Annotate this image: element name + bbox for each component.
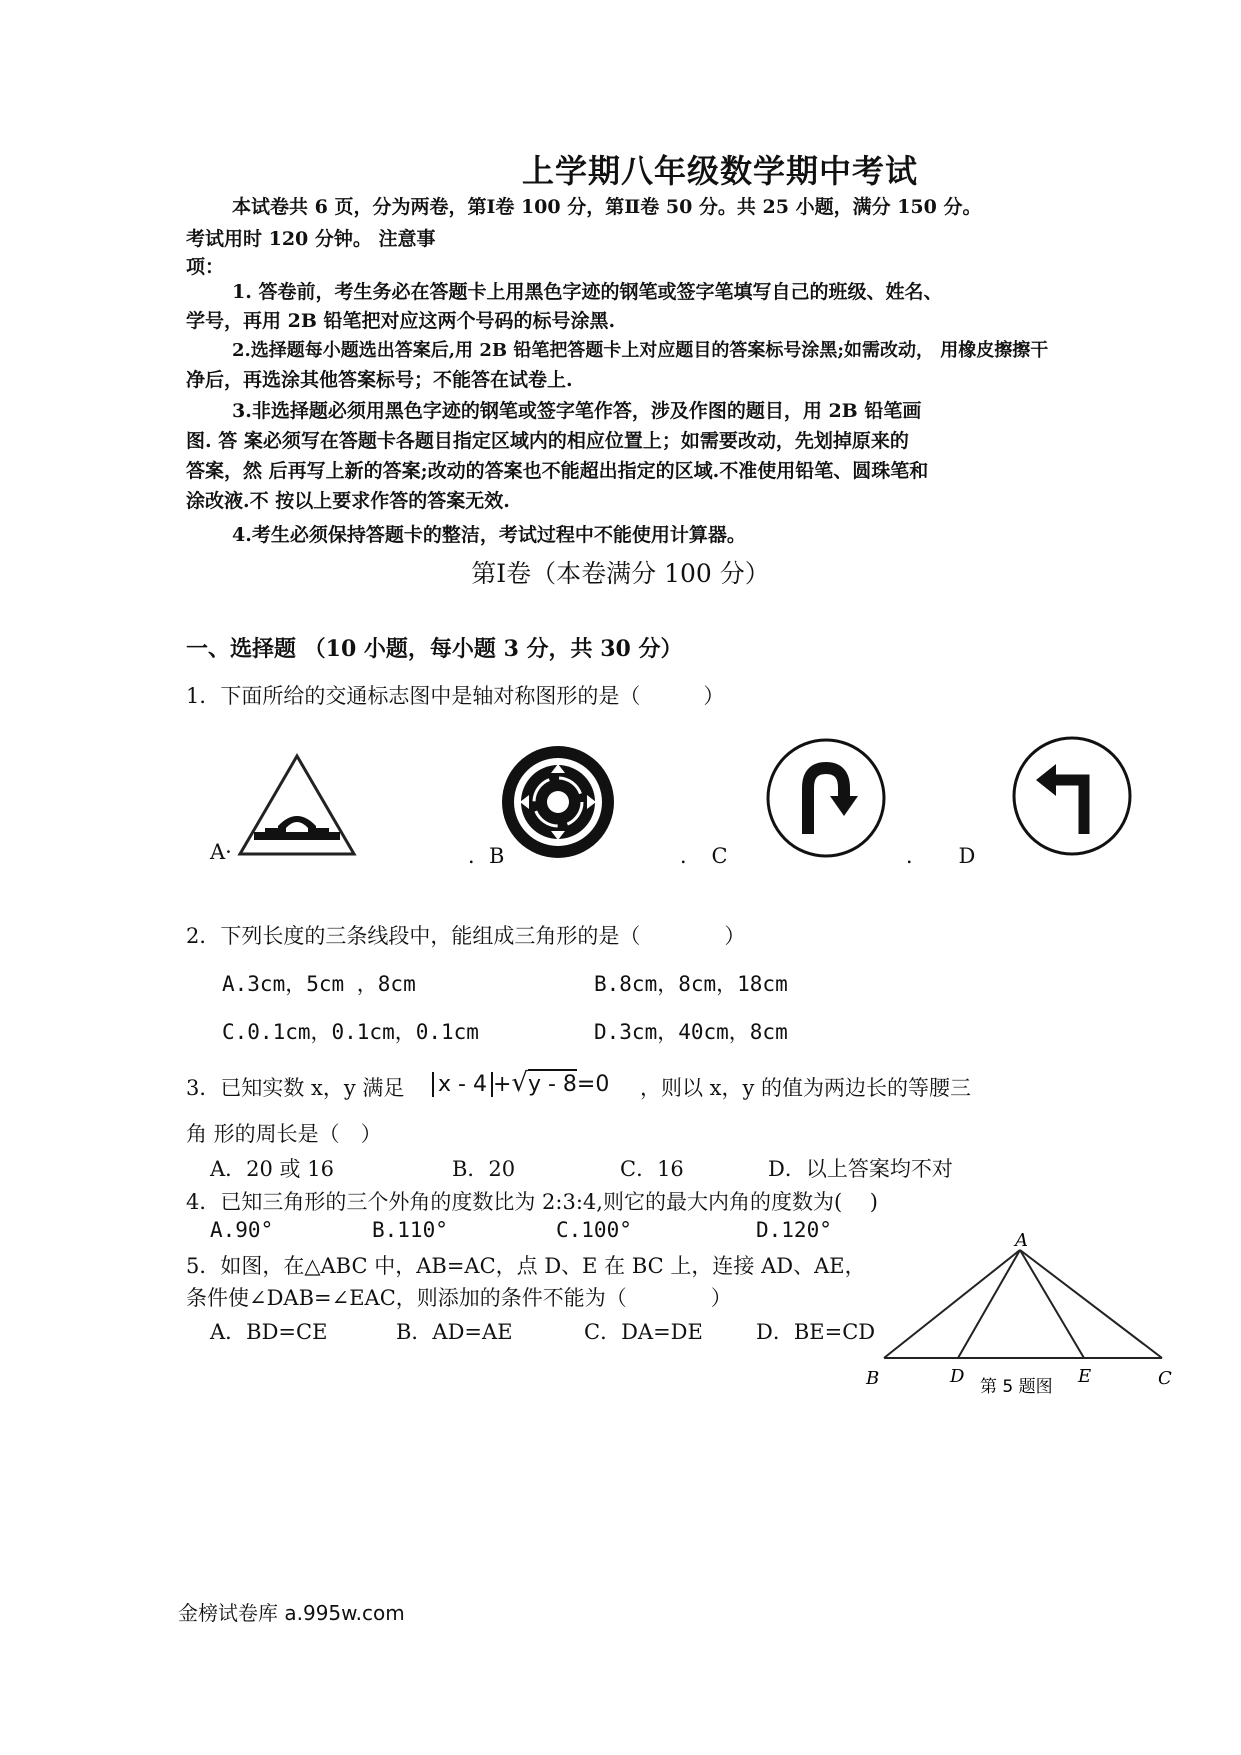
question-3-formula: [432, 1068, 609, 1098]
notice-line: 1. 答卷前，考生务必在答题卡上用黑色字迹的钢笔或签字笔填写自己的班级、姓名、: [232, 281, 943, 303]
question-3-stem-line2: 角 形的周长是（ ）: [186, 1122, 382, 1146]
footer-watermark: 金榜试卷库 a.995w.com: [178, 1601, 405, 1625]
question-5-option-c: C．DA=DE: [584, 1320, 703, 1344]
question-3-option-b: B．20: [452, 1157, 516, 1181]
notice-line: 4.考生必须保持答题卡的整洁，考试过程中不能使用计算器。: [232, 524, 746, 546]
left-turn-sign-icon: [1010, 734, 1134, 858]
point-label-b: B: [866, 1368, 880, 1389]
notice-line: 答案，然 后再写上新的答案;改动的答案也不能超出指定的区域.不准使用铅笔、圆珠笔和: [186, 460, 929, 482]
point-label-e: E: [1078, 1366, 1092, 1387]
notice-line: 本试卷共 6 页，分为两卷，第Ⅰ卷 100 分，第Ⅱ卷 50 分。共 25 小题，满分 150 分。: [232, 196, 982, 218]
notice-line: 考试用时 120 分钟。 注意事: [186, 228, 436, 250]
question-2-option-a: A.3cm，5cm ，8cm: [222, 972, 416, 996]
point-label-a: A: [1015, 1230, 1028, 1251]
sqrt-icon: √: [511, 1068, 528, 1098]
question-3-stem-start: 3．已知实数 x，y 满足: [186, 1076, 405, 1100]
sqrt-expression: y - 8: [528, 1069, 577, 1097]
notice-line: 项：: [186, 256, 225, 278]
notice-line: 2.选择题每小题选出答案后,用 2B 铅笔把答题卡上对应题目的答案标号涂黑;如需改动， 用橡皮擦擦干: [232, 340, 1049, 361]
notice-line: 净后，再选涂其他答案标号；不能答在试卷上.: [186, 369, 573, 391]
question-5-option-b: B．AD=AE: [396, 1320, 513, 1344]
question-3-option-a: A．20 或 16: [210, 1157, 334, 1181]
equals-zero: =0: [576, 1072, 610, 1097]
question-3-option-c: C．16: [620, 1157, 684, 1181]
notice-line: 涂改液.不 按以上要求作答的答案无效.: [186, 490, 510, 512]
question-2-option-b: B.8cm，8cm，18cm: [594, 972, 788, 996]
question-5-stem-line1: 5．如图，在△ABC 中，AB=AC，点 D、E 在 BC 上，连接 AD、AE，: [186, 1254, 866, 1278]
figure-caption: 第 5 题图: [980, 1377, 1053, 1397]
question-5-stem-line2: 条件使∠DAB=∠EAC，则添加的条件不能为（ ）: [186, 1286, 732, 1310]
point-label-c: C: [1158, 1368, 1172, 1389]
notice-line: 3.非选择题必须用黑色字迹的钢笔或签字笔作答，涉及作图的题目，用 2B 铅笔画: [232, 400, 922, 422]
question-4-option-c: C.100°: [556, 1218, 632, 1242]
option-b-label: ．B: [468, 844, 505, 868]
question-4-option-d: D.120°: [756, 1218, 832, 1242]
roundabout-sign-icon: [498, 742, 618, 862]
option-a-label: A·: [210, 840, 232, 864]
question-2-option-d: D.3cm，40cm，8cm: [594, 1020, 788, 1044]
section-one-title: 第Ⅰ卷（本卷满分 100 分）: [471, 559, 770, 588]
abs-value-expression: x - 4: [432, 1072, 493, 1097]
triangle-figure: [860, 1228, 1190, 1398]
point-label-d: D: [950, 1366, 965, 1387]
exam-title: 上学期八年级数学期中考试: [521, 152, 918, 190]
plus-sign: +: [492, 1072, 512, 1097]
question-2-option-c: C.0.1cm，0.1cm，0.1cm: [222, 1020, 479, 1044]
notice-line: 学号，再用 2B 铅笔把对应这两个号码的标号涂黑.: [186, 310, 616, 332]
question-5-option-d: D．BE=CD: [756, 1320, 876, 1344]
hump-bridge-warning-sign-icon: [234, 750, 360, 860]
question-3-stem-end: ，则以 x，y 的值为两边长的等腰三: [640, 1076, 972, 1100]
question-1-stem: 1．下面所给的交通标志图中是轴对称图形的是（ ）: [186, 684, 725, 708]
question-2-stem: 2．下列长度的三条线段中，能组成三角形的是（ ）: [186, 924, 746, 948]
part-one-title: 一、选择题 （10 小题，每小题 3 分，共 30 分）: [186, 636, 683, 662]
option-d-label: ． D: [906, 844, 976, 868]
notice-line: 图. 答 案必须写在答题卡各题目指定区域内的相应位置上；如需要改动，先划掉原来的: [186, 430, 909, 452]
u-turn-sign-icon: [764, 736, 888, 860]
question-4-option-b: B.110°: [372, 1218, 448, 1242]
question-4-stem: 4．已知三角形的三个外角的度数比为 2:3:4,则它的最大内角的度数为( ): [186, 1190, 879, 1214]
question-5-option-a: A．BD=CE: [210, 1320, 328, 1344]
question-4-option-a: A.90°: [210, 1218, 274, 1242]
option-c-label: ． C: [680, 844, 728, 868]
question-3-option-d: D．以上答案均不对: [768, 1157, 953, 1181]
